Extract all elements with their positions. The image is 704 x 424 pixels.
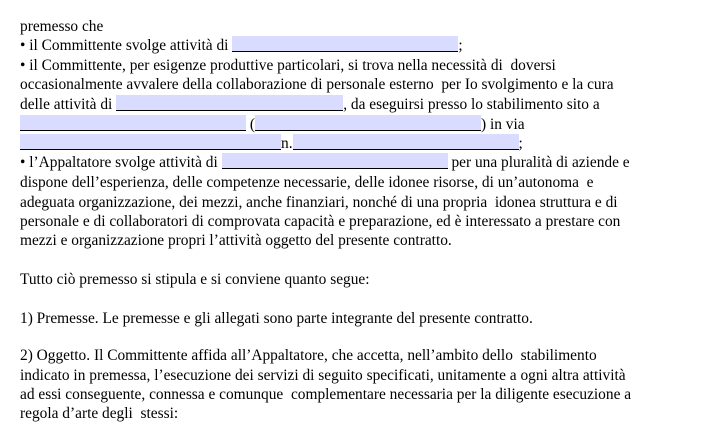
activity-field[interactable] [232,36,458,52]
contractor-activity-field[interactable] [222,153,448,169]
premise-3-text: l’Appaltatore svolge attività di [29,154,218,171]
premise-2-text: occasionalmente avvalere della collaborazione di personale esterno per Io svolgimento e la cura [20,76,614,93]
article-1-text: 1) Premesse. Le premesse e gli allegati sono parte integrante del presente contratto. [20,310,533,327]
article-2-text: regola d’arte degli stessi: [20,405,179,422]
premise-2-text: , da eseguirsi presso lo stabilimento sito a [343,96,600,113]
article-2-line-3 [20,385,631,405]
premise-3-line-4 [20,212,620,232]
bullet: • [20,154,26,171]
premise-2-line-1 [20,56,556,76]
premise-1 [20,36,463,56]
premise-1-text: il Committente svolge attività di [29,37,229,54]
premise-2-text: il Committente, per esigenze produttive particolari, si trova nella necessità di doversi [29,57,556,74]
premise-3-text: mezzi e organizzazione propri l’attività oggetto del presente contratto. [20,232,452,249]
stipulation-text [20,270,370,290]
bullet: • [20,57,26,74]
premise-2-text: delle attività di [20,96,113,113]
premise-2-line-4 [20,115,525,135]
activities-field[interactable] [116,95,343,111]
number-label: n. [281,135,293,152]
street-field[interactable] [20,134,281,150]
city-field[interactable] [20,115,246,131]
street-number-field[interactable] [293,134,519,150]
article-1 [20,309,533,329]
premise-3-text: adeguata organizzazione, dei mezzi, anche finanziari, nonché di una propria idonea struttura e di [20,194,618,211]
premise-3-line-2 [20,173,594,193]
article-2-text: indicato in premessa, l’esecuzione dei servizi di seguito specificati, unitamente a ogni altra attività [20,367,626,384]
premise-3-text: personale e di collaboratori di comprovata capacità e preparazione, ed è interessato a prestare con [20,213,621,230]
article-2-line-1 [20,346,597,366]
semicolon: ; [458,37,463,54]
stipulation-label: Tutto ciò premesso si stipula e si conviene quanto segue: [20,271,370,288]
intro-label: premesso che [20,18,104,35]
semicolon: ; [518,135,523,152]
article-2-line-2 [20,366,626,386]
bullet: • [20,37,26,54]
premise-3-line-5 [20,231,452,251]
premise-2-line-3 [20,95,600,115]
article-2-line-4 [20,404,178,424]
article-2-text: ad essi conseguente, connessa e comunque complementare necessaria per la diligente esecuzione a [20,386,632,403]
premise-2-line-2 [20,75,614,95]
article-2-text: 2) Oggetto. Il Committente affida all’Appaltatore, che accetta, nell’ambito dello stabilimento [20,347,597,364]
premise-2-line-5 [20,134,523,154]
paren-open: ( [249,116,255,133]
province-field[interactable] [255,115,481,131]
premise-3-line-1 [20,153,630,173]
premise-3-text: per una pluralità di aziende e [451,154,630,171]
premise-3-line-3 [20,193,618,213]
premise-2-text: ) in via [481,116,525,133]
intro-text [20,17,103,37]
premise-3-text: dispone dell’esperienza, delle competenze necessarie, delle idonee risorse, di un’autonoma e [20,174,594,191]
